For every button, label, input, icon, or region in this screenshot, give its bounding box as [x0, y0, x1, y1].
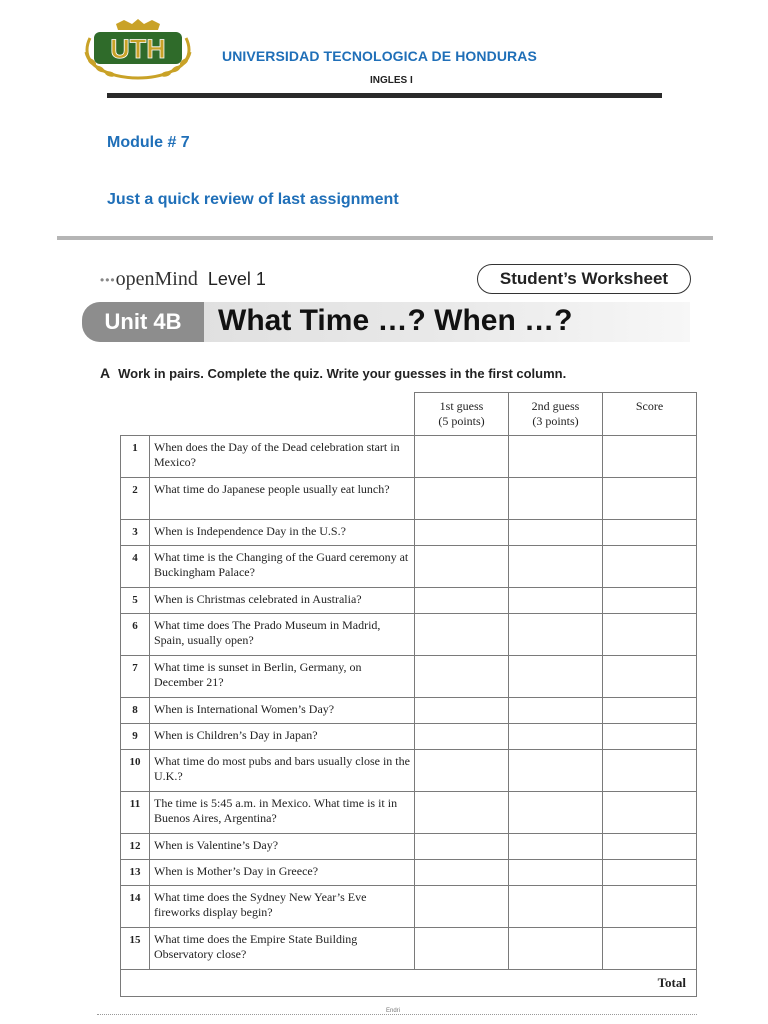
- first-guess-cell[interactable]: [415, 656, 509, 698]
- first-guess-cell[interactable]: [415, 478, 509, 520]
- second-guess-cell[interactable]: [509, 698, 603, 724]
- score-cell[interactable]: [603, 698, 697, 724]
- header-divider: [107, 93, 662, 98]
- table-row: [121, 750, 697, 792]
- question-text: When is International Women’s Day?: [150, 698, 415, 724]
- question-text: When does the Day of the Dead celebration start in Mexico?: [150, 436, 415, 478]
- brand-name: openMind: [115, 268, 198, 290]
- second-guess-cell[interactable]: [509, 614, 603, 656]
- table-row: [121, 792, 697, 834]
- score-cell[interactable]: [603, 656, 697, 698]
- course-name: INGLES I: [370, 75, 413, 86]
- total-row: [121, 970, 697, 997]
- score-cell[interactable]: [603, 546, 697, 588]
- second-guess-cell[interactable]: [509, 436, 603, 478]
- question-text: What time do most pubs and bars usually close in the U.K.?: [150, 750, 415, 792]
- table-header-row: [121, 393, 697, 436]
- quiz-table: [120, 392, 697, 997]
- table-row: [121, 478, 697, 520]
- brand-dots-icon: •••: [100, 272, 116, 287]
- question-number: 9: [121, 724, 150, 750]
- question-number: 10: [121, 750, 150, 792]
- total-label: Total: [121, 970, 697, 997]
- question-text: What time does The Prado Museum in Madrid, Spain, usually open?: [150, 614, 415, 656]
- university-name: UNIVERSIDAD TECNOLOGICA DE HONDURAS: [222, 48, 537, 64]
- section-divider: [57, 236, 713, 240]
- table-row: [121, 436, 697, 478]
- second-guess-cell[interactable]: [509, 928, 603, 970]
- uth-logo: [76, 18, 200, 82]
- first-guess-cell[interactable]: [415, 436, 509, 478]
- second-guess-cell[interactable]: [509, 478, 603, 520]
- first-guess-cell[interactable]: [415, 928, 509, 970]
- second-guess-cell[interactable]: [509, 860, 603, 886]
- instruction-text: Work in pairs. Complete the quiz. Write your guesses in the first column.: [118, 366, 567, 381]
- header-score: Score: [603, 393, 697, 436]
- question-number: 8: [121, 698, 150, 724]
- table-row: [121, 698, 697, 724]
- instruction: [100, 365, 566, 381]
- unit-label: Unit 4B: [82, 302, 204, 342]
- students-worksheet-badge: Student’s Worksheet: [477, 264, 691, 294]
- score-cell[interactable]: [603, 750, 697, 792]
- first-guess-cell[interactable]: [415, 724, 509, 750]
- question-text: When is Mother’s Day in Greece?: [150, 860, 415, 886]
- first-guess-cell[interactable]: [415, 792, 509, 834]
- question-text: What time is sunset in Berlin, Germany, on December 21?: [150, 656, 415, 698]
- question-text: When is Independence Day in the U.S.?: [150, 520, 415, 546]
- score-cell[interactable]: [603, 614, 697, 656]
- header-first-guess: 1st guess (5 points): [415, 393, 509, 436]
- second-guess-cell[interactable]: [509, 520, 603, 546]
- question-text: When is Christmas celebrated in Australia?: [150, 588, 415, 614]
- openmind-brand: [100, 268, 266, 291]
- table-row: [121, 614, 697, 656]
- table-row: [121, 546, 697, 588]
- question-number: 4: [121, 546, 150, 588]
- question-number: 14: [121, 886, 150, 928]
- question-text: What time do Japanese people usually eat lunch?: [150, 478, 415, 520]
- question-number: 3: [121, 520, 150, 546]
- table-row: [121, 834, 697, 860]
- table-row: [121, 928, 697, 970]
- table-row: [121, 656, 697, 698]
- second-guess-cell[interactable]: [509, 656, 603, 698]
- question-text: What time does the Empire State Building Observatory close?: [150, 928, 415, 970]
- footer-mark: Endri: [386, 1008, 401, 1014]
- review-heading: Just a quick review of last assignment: [107, 191, 399, 208]
- first-guess-cell[interactable]: [415, 546, 509, 588]
- score-cell[interactable]: [603, 792, 697, 834]
- level-label: Level 1: [207, 269, 266, 289]
- score-cell[interactable]: [603, 478, 697, 520]
- footer-divider: [97, 1014, 697, 1015]
- question-number: 15: [121, 928, 150, 970]
- score-cell[interactable]: [603, 886, 697, 928]
- table-row: [121, 520, 697, 546]
- score-cell[interactable]: [603, 436, 697, 478]
- question-text: When is Children’s Day in Japan?: [150, 724, 415, 750]
- unit-title: What Time …? When …?: [218, 304, 573, 337]
- second-guess-cell[interactable]: [509, 886, 603, 928]
- question-text: What time is the Changing of the Guard ceremony at Buckingham Palace?: [150, 546, 415, 588]
- question-number: 5: [121, 588, 150, 614]
- score-cell[interactable]: [603, 520, 697, 546]
- first-guess-cell[interactable]: [415, 860, 509, 886]
- header-blank: [121, 393, 415, 436]
- table-row: [121, 724, 697, 750]
- question-text: What time does the Sydney New Year’s Eve fireworks display begin?: [150, 886, 415, 928]
- logo-text: UTH: [110, 34, 166, 64]
- score-cell[interactable]: [603, 588, 697, 614]
- second-guess-cell[interactable]: [509, 724, 603, 750]
- second-guess-cell[interactable]: [509, 834, 603, 860]
- question-number: 11: [121, 792, 150, 834]
- first-guess-cell[interactable]: [415, 834, 509, 860]
- first-guess-cell[interactable]: [415, 520, 509, 546]
- instruction-letter: A: [100, 365, 111, 381]
- question-number: 1: [121, 436, 150, 478]
- question-text: When is Valentine’s Day?: [150, 834, 415, 860]
- module-heading: Module # 7: [107, 134, 190, 151]
- table-row: [121, 860, 697, 886]
- second-guess-cell[interactable]: [509, 546, 603, 588]
- first-guess-cell[interactable]: [415, 750, 509, 792]
- table-row: [121, 886, 697, 928]
- score-cell[interactable]: [603, 834, 697, 860]
- second-guess-cell[interactable]: [509, 750, 603, 792]
- second-guess-cell[interactable]: [509, 792, 603, 834]
- question-number: 12: [121, 834, 150, 860]
- first-guess-cell[interactable]: [415, 886, 509, 928]
- first-guess-cell[interactable]: [415, 614, 509, 656]
- question-number: 13: [121, 860, 150, 886]
- question-number: 7: [121, 656, 150, 698]
- second-guess-cell[interactable]: [509, 588, 603, 614]
- first-guess-cell[interactable]: [415, 588, 509, 614]
- first-guess-cell[interactable]: [415, 698, 509, 724]
- table-row: [121, 588, 697, 614]
- score-cell[interactable]: [603, 860, 697, 886]
- question-number: 2: [121, 478, 150, 520]
- question-number: 6: [121, 614, 150, 656]
- question-text: The time is 5:45 a.m. in Mexico. What time is it in Buenos Aires, Argentina?: [150, 792, 415, 834]
- score-cell[interactable]: [603, 724, 697, 750]
- header-second-guess: 2nd guess (3 points): [509, 393, 603, 436]
- score-cell[interactable]: [603, 928, 697, 970]
